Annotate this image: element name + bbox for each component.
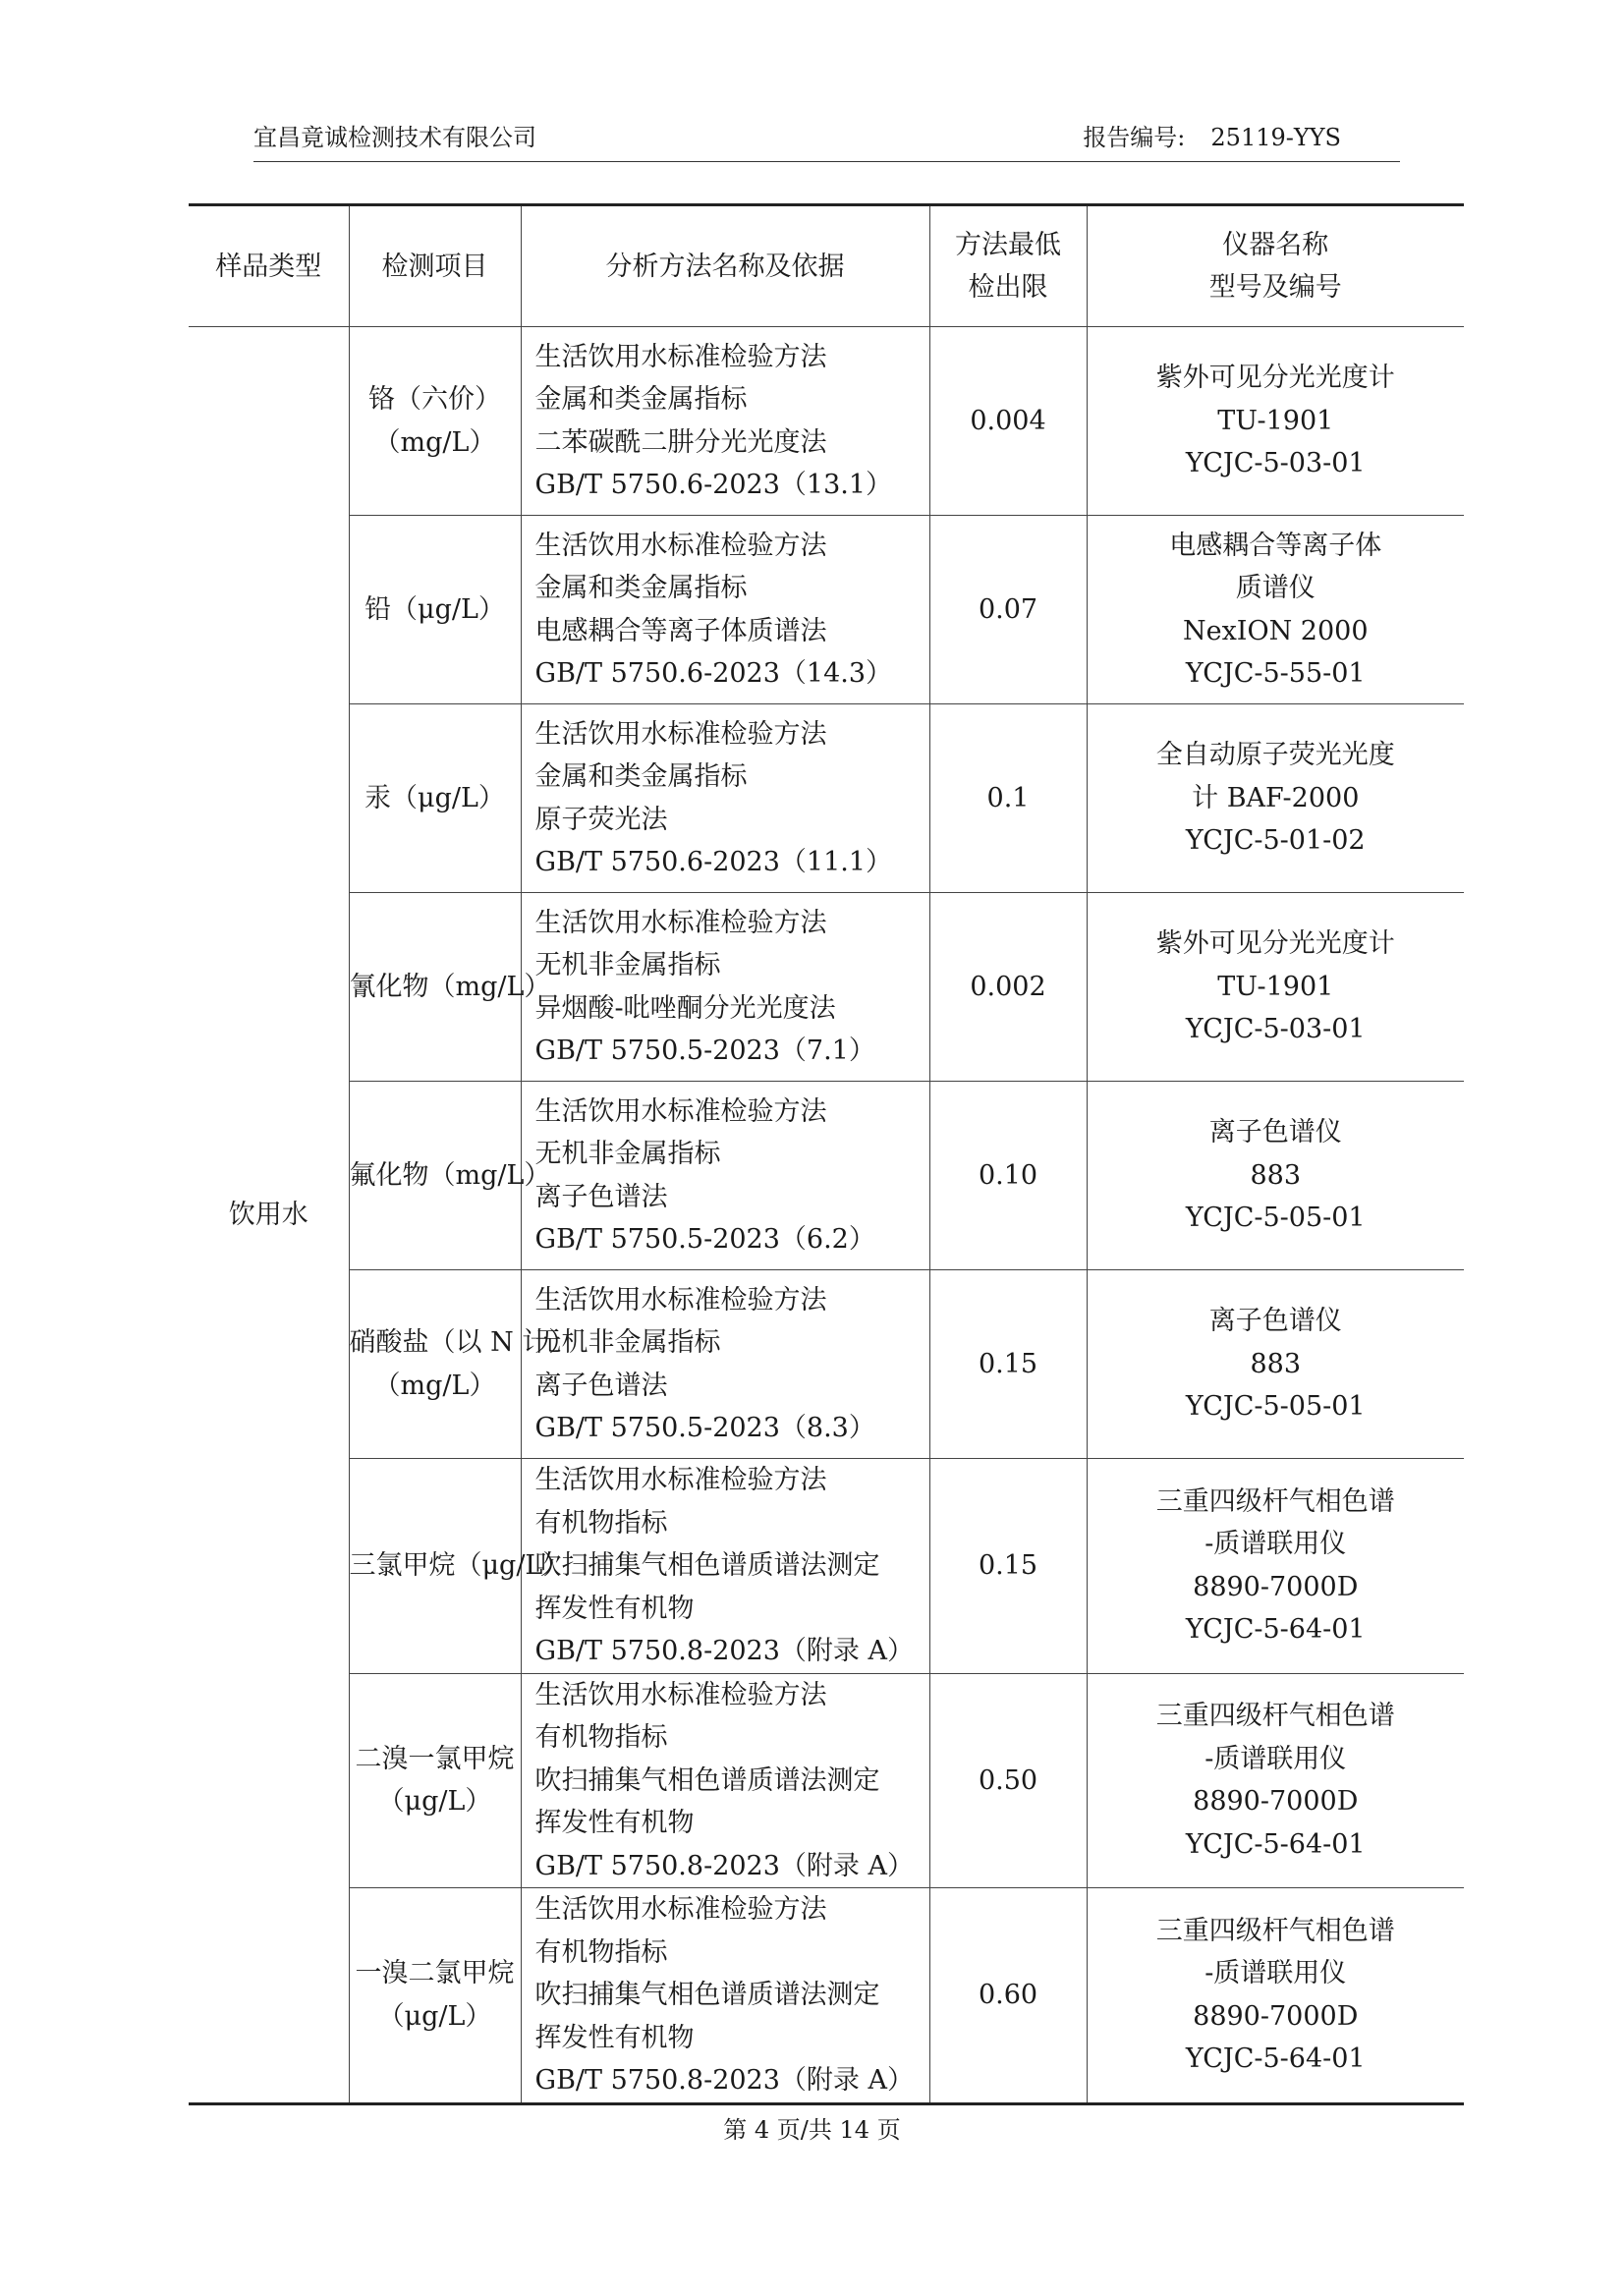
test-item-cell: 氟化物（mg/L） — [349, 1082, 521, 1270]
detection-limit-cell: 0.60 — [929, 1888, 1087, 2104]
detection-limit-cell: 0.50 — [929, 1673, 1087, 1888]
detection-limit-cell: 0.004 — [929, 327, 1087, 516]
table-row — [189, 1673, 1464, 1888]
table-row — [189, 1888, 1464, 2104]
report-number-label: 报告编号: — [1083, 124, 1186, 151]
test-item-cell: 一溴二氯甲烷 （μg/L） — [349, 1888, 521, 2104]
page-number: 第 4 页/共 14 页 — [723, 2116, 901, 2144]
test-item-cell: 三氯甲烷（μg/L） — [349, 1459, 521, 1674]
header-sample-type: 样品类型 — [189, 205, 349, 327]
instrument-cell: 全自动原子荧光光度 计 BAF-2000 YCJC-5-01-02 — [1087, 704, 1464, 893]
instrument-cell: 三重四级杆气相色谱 -质谱联用仪 8890-7000D YCJC-5-64-01 — [1087, 1888, 1464, 2104]
method-cell: 生活饮用水标准检验方法 有机物指标 吹扫捕集气相色谱质谱法测定 挥发性有机物 GB/T 5750.8-2023（附录 A） — [521, 1888, 929, 2104]
instrument-cell: 紫外可见分光光度计 TU-1901 YCJC-5-03-01 — [1087, 893, 1464, 1082]
company-name: 宜昌竟诚检测技术有限公司 — [253, 124, 536, 151]
detection-limit-cell: 0.1 — [929, 704, 1087, 893]
instrument-cell: 紫外可见分光光度计 TU-1901 YCJC-5-03-01 — [1087, 327, 1464, 516]
table-row — [189, 1082, 1464, 1270]
test-item-cell: 铅（μg/L） — [349, 516, 521, 704]
detection-limit-cell: 0.15 — [929, 1459, 1087, 1674]
method-cell: 生活饮用水标准检验方法 金属和类金属指标 电感耦合等离子体质谱法 GB/T 5750.6-2023（14.3） — [521, 516, 929, 704]
instrument-cell: 离子色谱仪 883 YCJC-5-05-01 — [1087, 1270, 1464, 1459]
method-cell: 生活饮用水标准检验方法 无机非金属指标 离子色谱法 GB/T 5750.5-2023（6.2） — [521, 1082, 929, 1270]
page-header — [253, 118, 1400, 162]
detection-limit-cell: 0.07 — [929, 516, 1087, 704]
table-row — [189, 704, 1464, 893]
table-header-row — [189, 205, 1464, 327]
header-detection-limit: 方法最低 检出限 — [929, 205, 1087, 327]
instrument-cell: 离子色谱仪 883 YCJC-5-05-01 — [1087, 1082, 1464, 1270]
method-cell: 生活饮用水标准检验方法 有机物指标 吹扫捕集气相色谱质谱法测定 挥发性有机物 GB/T 5750.8-2023（附录 A） — [521, 1673, 929, 1888]
detection-limit-cell: 0.002 — [929, 893, 1087, 1082]
table-row — [189, 516, 1464, 704]
header-method: 分析方法名称及依据 — [521, 205, 929, 327]
method-cell: 生活饮用水标准检验方法 金属和类金属指标 二苯碳酰二肼分光光度法 GB/T 5750.6-2023（13.1） — [521, 327, 929, 516]
instrument-cell: 三重四级杆气相色谱 -质谱联用仪 8890-7000D YCJC-5-64-01 — [1087, 1673, 1464, 1888]
test-item-cell: 二溴一氯甲烷 （μg/L） — [349, 1673, 521, 1888]
method-cell: 生活饮用水标准检验方法 金属和类金属指标 原子荧光法 GB/T 5750.6-2023（11.1） — [521, 704, 929, 893]
header-test-item: 检测项目 — [349, 205, 521, 327]
detection-limit-cell: 0.15 — [929, 1270, 1087, 1459]
header-instrument: 仪器名称 型号及编号 — [1087, 205, 1464, 327]
table-row — [189, 1459, 1464, 1674]
test-method-table — [189, 203, 1464, 2105]
detection-limit-cell: 0.10 — [929, 1082, 1087, 1270]
test-item-cell: 硝酸盐（以 N 计） （mg/L） — [349, 1270, 521, 1459]
instrument-cell: 三重四级杆气相色谱 -质谱联用仪 8890-7000D YCJC-5-64-01 — [1087, 1459, 1464, 1674]
test-item-cell: 铬（六价） （mg/L） — [349, 327, 521, 516]
table-row — [189, 1270, 1464, 1459]
sample-type-cell: 饮用水 — [189, 327, 349, 2104]
test-item-cell: 汞（μg/L） — [349, 704, 521, 893]
table-body — [189, 327, 1464, 2104]
page-footer — [0, 2110, 1624, 2150]
method-cell: 生活饮用水标准检验方法 无机非金属指标 异烟酸-吡唑酮分光光度法 GB/T 5750.5-2023（7.1） — [521, 893, 929, 1082]
table-row — [189, 327, 1464, 516]
report-number-value: 25119-YYS — [1210, 124, 1341, 151]
instrument-cell: 电感耦合等离子体 质谱仪 NexION 2000 YCJC-5-55-01 — [1087, 516, 1464, 704]
test-item-cell: 氰化物（mg/L） — [349, 893, 521, 1082]
method-cell: 生活饮用水标准检验方法 无机非金属指标 离子色谱法 GB/T 5750.5-2023（8.3） — [521, 1270, 929, 1459]
method-cell: 生活饮用水标准检验方法 有机物指标 吹扫捕集气相色谱质谱法测定 挥发性有机物 GB/T 5750.8-2023（附录 A） — [521, 1459, 929, 1674]
report-number — [1083, 118, 1341, 157]
table-row — [189, 893, 1464, 1082]
